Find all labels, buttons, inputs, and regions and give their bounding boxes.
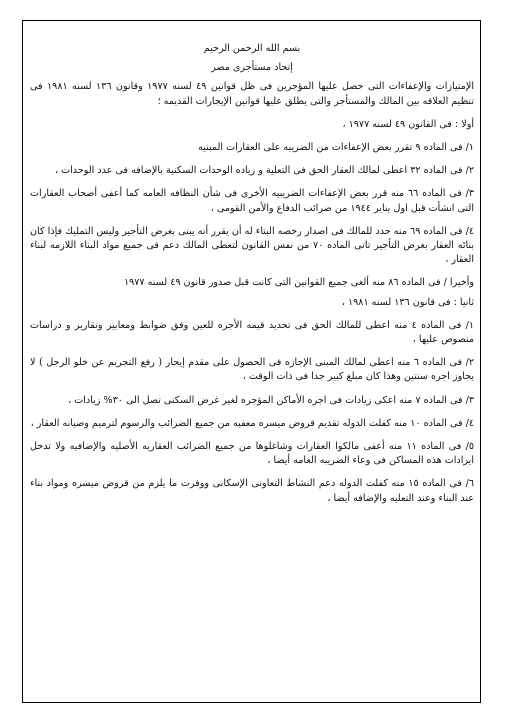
section1-heading: أولا : فى القانون ٤٩ لسنه ١٩٧٧ ، — [342, 118, 474, 130]
document-body — [30, 42, 474, 506]
section1-item-3: ٣/ فى الماده ٦٦ منه قرر بعض الإعفاءات الضريبيه الأخرى فى شأن النظافه العامه كما أعفى أصحاب العقارات التى انشأت قبل اول يناير ١٩٤٤ من ضرائب الدفاع والأمن القومى ، — [30, 188, 474, 214]
section2-item-1: ١/ فى الماده ٤ منه اعطى للمالك الحق فى تحديد قيمه الأجره للعين وفق ضوابط ومعايير وتقارير و دراسات منصوص عليها ، — [30, 319, 474, 346]
section2-item-2: ٢/ فى الماده ٦ منه اعطى لمالك المبنى الإجازه فى الحصول على مقدم إيجار ( رفع التجريم عن خلو الرجل ) لا يجاوز اجره سنتين وهذا كان مبلغ كبير جدا فى ذات الوقت ، — [30, 357, 474, 383]
section2-heading: ثانيا : فى قانون ١٣٦ لسنه ١٩٨١ ، — [341, 296, 474, 308]
section2-item-3: ٣/ فى الماده ٧ منه اعكى زيادات فى اجره الأماكن المؤجره لغير غرض السكنى تصل الى ٣٠% زيادات ، — [68, 394, 474, 406]
section2-item-5: ٥/ فى الماده ١١ منه أعفى مالكوا العقارات وشاغلوها من جميع الضرائب العقاريه الأصليه والإضافيه ولا تدخل ايرادات هذه المساكن فى وعاء الضريبه العامه أيضا ، — [30, 441, 474, 467]
section1-item-1: ١/ فى الماده ٩ تقرر بعض الإعفاءات من الضريبه على العقارات المبنيه — [198, 142, 474, 154]
section1-item-4: ٤/ فى الماده ٦٩ منه حدد للمالك فى اصدار رخصه البناء له أن يقرر أنه يبنى بغرض التأجير وليس التمليك فإذا كان بنائه العقار بغرض التأجير تاتى الماده ٧٠ من نفس القانون لتعطى المالك دعم فى جميع مواد البناء اللازمه لبناء العقار ، — [30, 225, 475, 266]
intro-paragraph: الإمتيازات والإعفاءات التى حصل عليها المؤجرين فى ظل قوانين ٤٩ لسنه ١٩٧٧ وقانون ١٣٦ لسنه ١٩٨١ فى تنظيم العلاقه بين المالك والمستأجر والتى يطلق عليها قوانين الإيجارات القديمه ؛ — [30, 81, 475, 107]
section2-item-6: ٦/ فى الماده ١٥ منه كفلت الدوله دعم النشاط التعاونى الإسكانى ووفرت ما يلزم من قروض ميسره ومواد بناء عند البناء وعند التعليه والإضافه أيضا ، — [30, 478, 474, 504]
basmala: بسم الله الرحمن الرحيم — [203, 43, 301, 54]
document-subtitle: إتحاد مستأجرى مصر — [211, 62, 293, 74]
section2-item-4: ٤/ فى الماده ١٠ منه كفلت الدوله تقديم قروض ميسره معفيه من جميع الضرائب والرسوم لترميم وصيانه العقار ، — [30, 417, 474, 429]
section1-final: وأخيرا / فى الماده ٨٦ منه ألغى جميع القوانين التى كانت قبل صدور قانون ٤٩ لسنه ١٩٧٧ — [123, 277, 474, 289]
section1-item-2: ٢/ فى الماده ٣٢ اعطى لمالك العقار الحق فى التعلية و زياده الوحدات السكنية بالإضافه فى عدد الوحدات ، — [54, 165, 474, 177]
